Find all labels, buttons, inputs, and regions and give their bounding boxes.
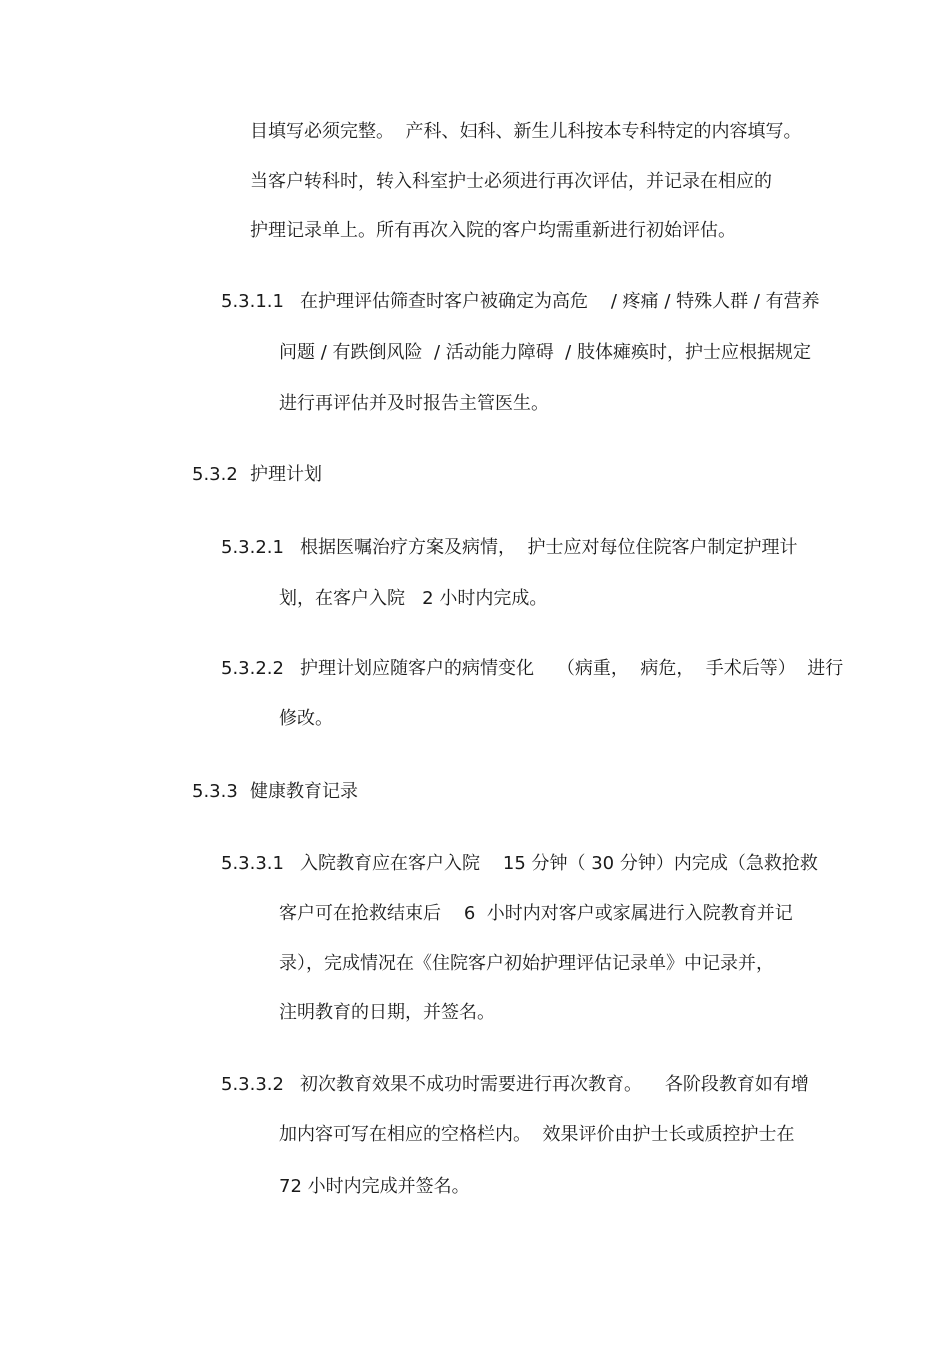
- section-5332-line-1: 初次教育效果不成功时需要进行再次教育。 各阶段教育如有增: [300, 1074, 809, 1095]
- section-5322-number: 5.3.2.2: [221, 658, 284, 679]
- intro-line-3: 护理记录单上。所有再次入院的客户均需重新进行初始评估。: [250, 220, 736, 241]
- section-5322-line-2: 修改。: [279, 708, 333, 729]
- section-5322-line-1: 护理计划应随客户的病情变化 （病重， 病危， 手术后等） 进行: [300, 658, 844, 679]
- section-5331-number: 5.3.3.1: [221, 853, 284, 874]
- section-5311-line-2: 问题 / 有跌倒风险 / 活动能力障碍 / 肢体瘫痪时，护士应根据规定: [279, 342, 811, 363]
- section-5321-number: 5.3.2.1: [221, 537, 284, 558]
- section-5332-line-3: 72 小时内完成并签名。: [279, 1176, 470, 1197]
- section-5332-line-2: 加内容可写在相应的空格栏内。 效果评价由护士长或质控护士在: [279, 1124, 795, 1145]
- section-5331-line-3: 录），完成情况在《住院客户初始护理评估记录单》中记录并，: [279, 953, 774, 974]
- intro-line-1: 目填写必须完整。 产科、妇科、新生儿科按本专科特定的内容填写。: [250, 121, 802, 142]
- section-5331-line-2: 客户可在抢救结束后 6 小时内对客户或家属进行入院教育并记: [279, 903, 793, 924]
- section-5311-line-3: 进行再评估并及时报告主管医生。: [279, 393, 549, 414]
- section-532-title: 护理计划: [250, 464, 322, 485]
- section-5332-number: 5.3.3.2: [221, 1074, 284, 1095]
- section-5331-line-1: 入院教育应在客户入院 15 分钟（ 30 分钟）内完成（急救抢救: [300, 853, 818, 874]
- intro-line-2: 当客户转科时，转入科室护士必须进行再次评估，并记录在相应的: [250, 171, 772, 192]
- section-5321-line-1: 根据医嘱治疗方案及病情， 护士应对每位住院客户制定护理计: [300, 537, 798, 558]
- section-5321-line-2: 划，在客户入院 2 小时内完成。: [279, 588, 548, 609]
- section-533-title: 健康教育记录: [250, 781, 358, 802]
- section-5331-line-4: 注明教育的日期，并签名。: [279, 1002, 495, 1023]
- section-5311-line-1: 在护理评估筛查时客户被确定为高危 / 疼痛 / 特殊人群 / 有营养: [300, 291, 820, 312]
- section-532-number: 5.3.2: [192, 464, 238, 485]
- section-5311-number: 5.3.1.1: [221, 291, 284, 312]
- section-533-number: 5.3.3: [192, 781, 238, 802]
